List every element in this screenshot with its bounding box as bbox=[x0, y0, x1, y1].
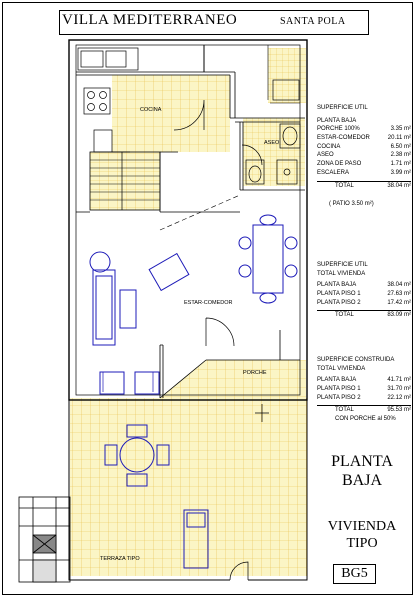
area-table-util-title: SUPERFICIE UTIL bbox=[317, 105, 368, 111]
key-plan bbox=[19, 497, 70, 582]
stove bbox=[84, 88, 110, 114]
coffee-table bbox=[120, 290, 136, 328]
room-label-kitchen: COCINA bbox=[140, 107, 162, 113]
kitchen-tiles-lower bbox=[90, 152, 160, 210]
area-table-util-total-title: SUPERFICIE UTIL bbox=[317, 262, 368, 268]
fridge bbox=[94, 130, 112, 152]
table-row: ESCALERA 3.99 m² bbox=[317, 169, 411, 176]
area-table-util-total bbox=[317, 261, 411, 320]
room-label-living: ESTAR-COMEDOR bbox=[184, 300, 233, 306]
bathroom-tiles bbox=[243, 118, 305, 186]
room-label-bathroom: ASEO bbox=[264, 140, 280, 146]
table-row: PLANTA PISO 1 31.70 m² bbox=[317, 386, 411, 393]
table-row: PLANTA PISO 1 27.63 m² bbox=[317, 291, 411, 298]
area-table-construida-subtitle: TOTAL VIVIENDA bbox=[317, 365, 366, 372]
kitchen-tiles bbox=[112, 75, 230, 152]
room-label-porch: PORCHE bbox=[243, 370, 267, 376]
table-row: PLANTA BAJA 41.71 m² bbox=[317, 377, 411, 384]
area-table-util-subtitle: PLANTA BAJA bbox=[317, 117, 357, 124]
floor-label-line2: BAJA bbox=[341, 472, 382, 489]
floor-label bbox=[318, 452, 406, 490]
type-label-line1: VIVIENDA bbox=[327, 519, 397, 534]
table-row: COCINA 6.50 m² bbox=[317, 143, 411, 150]
project-location: SANTA POLA bbox=[280, 16, 346, 27]
area-table-construida-title: SUPERFICIE CONSTRUIDA bbox=[317, 357, 395, 363]
porch-note: CON PORCHE al 50% bbox=[335, 416, 396, 423]
table-row: PLANTA PISO 2 17.42 m² bbox=[317, 299, 411, 306]
plant bbox=[90, 252, 110, 272]
type-label bbox=[318, 518, 406, 552]
type-label-line2: TIPO bbox=[346, 536, 378, 551]
table-row: ESTAR-COMEDOR 20.11 m² bbox=[317, 135, 411, 142]
room-label-terrace: TERRAZA TIPO bbox=[100, 556, 140, 562]
patio-area: ( PATIO 3.50 m²) bbox=[329, 201, 374, 208]
porch-tiles-b bbox=[160, 360, 306, 412]
armchair bbox=[149, 254, 189, 291]
armchair-2 bbox=[100, 372, 124, 394]
table-row: ZONA DE PASO 1.71 m² bbox=[317, 161, 411, 168]
area-table-util-total-subtitle: TOTAL VIVIENDA bbox=[317, 270, 366, 277]
table-total-row: TOTAL 95.53 m² bbox=[335, 407, 411, 414]
porch-door bbox=[206, 318, 234, 346]
table-total-row: TOTAL 38.04 m² bbox=[335, 182, 411, 189]
table-row: ASEO 2.38 m² bbox=[317, 152, 411, 159]
table-row: PLANTA PISO 2 22.12 m² bbox=[317, 394, 411, 401]
project-title: VILLA MEDITERRANEO bbox=[62, 12, 238, 28]
terrace-tiles bbox=[70, 398, 307, 576]
dining-table bbox=[253, 225, 283, 293]
table-total-row: TOTAL 83.09 m² bbox=[335, 312, 411, 319]
area-table-util bbox=[317, 104, 411, 209]
table-row: PORCHE 100% 3.35 m² bbox=[317, 126, 411, 133]
area-table-construida bbox=[317, 356, 411, 424]
floor-label-line1: PLANTA bbox=[331, 453, 393, 470]
plan-code: BG5 bbox=[333, 564, 376, 584]
table-row: PLANTA BAJA 38.04 m² bbox=[317, 282, 411, 289]
